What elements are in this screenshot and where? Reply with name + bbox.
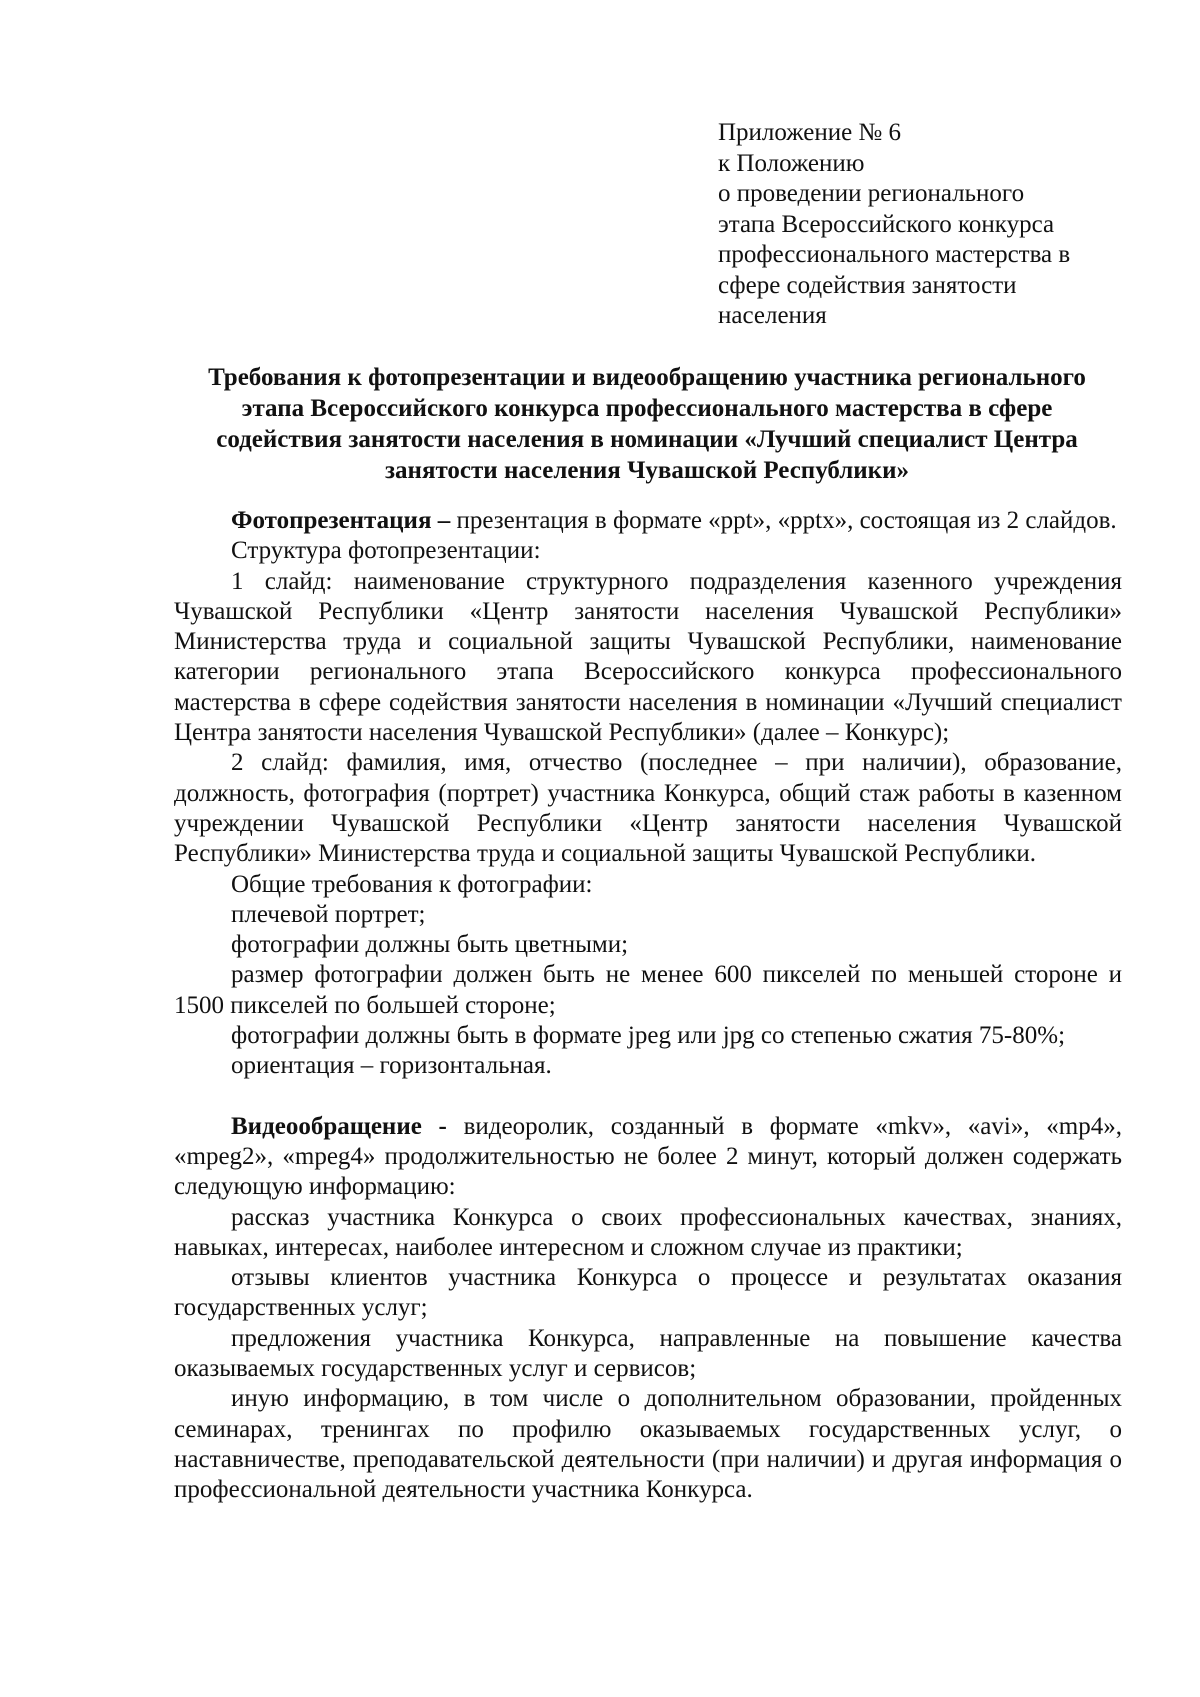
- video-item: предложения участника Конкурса, направленные на повышение качества оказываемых государственных услуг и сервисов;: [174, 1324, 1122, 1383]
- photo-requirement-item: фотографии должны быть цветными;: [231, 931, 629, 959]
- photo-requirement-item: ориентация – горизонтальная.: [231, 1052, 552, 1080]
- annex-line: о проведении регионального: [718, 180, 1025, 207]
- title-line: занятости населения Чувашской Республики»: [385, 457, 909, 484]
- annex-line: населения: [718, 302, 827, 329]
- photo-slide-1: 1 слайд: наименование структурного подразделения казенного учреждения Чувашской Республики «Центр занятости населения Чувашской Республики» Министерства труда и социальной защиты Чувашской Республики, наименование категории регионального этапа Всероссийского конкурса профессионального мастерства в сфере содействия занятости населения в номинации «Лучший специалист Центра занятости населения Чувашской Республики» (далее – Конкурс);: [174, 567, 1122, 747]
- photo-requirement-item: фотографии должны быть в формате jpeg или jpg со степенью сжатия 75-80%;: [231, 1022, 1066, 1050]
- annex-line: Приложение № 6: [718, 119, 902, 146]
- video-definition: видеоролик, созданный в формате «mkv», «avi», «mp4», «mpeg2», «mpeg4» продолжительностью не более 2 минут, который должен содержать следующую информацию:: [174, 1112, 1122, 1201]
- photo-definition-paragraph: [174, 506, 1122, 536]
- title-line: этапа Всероссийского конкурса профессионального мастерства в сфере: [241, 395, 1053, 422]
- annex-line: этапа Всероссийского конкурса: [718, 210, 1055, 238]
- photo-term: Фотопрезентация –: [231, 507, 451, 534]
- document-title: [172, 362, 1122, 486]
- video-definition-paragraph: [174, 1112, 1122, 1203]
- annex-line: профессионального мастерства в: [718, 241, 1071, 268]
- photo-requirements-heading: Общие требования к фотографии:: [231, 870, 593, 898]
- photo-requirement-item: плечевой портрет;: [231, 900, 426, 928]
- title-line: содействия занятости населения в номинации «Лучший специалист Центра: [216, 426, 1078, 453]
- annex-line: сфере содействия занятости: [718, 271, 1017, 299]
- photo-definition: презентация в формате «ppt», «pptx», состоящая из 2 слайдов.: [450, 507, 1117, 534]
- video-item: рассказ участника Конкурса о своих профессиональных качествах, знаниях, навыках, интересах, наиболее интересном и сложном случае из практики;: [174, 1203, 1122, 1261]
- photo-requirement-item: размер фотографии должен быть не менее 600 пикселей по меньшей стороне и 1500 пикселей по большей стороне;: [174, 961, 1122, 1019]
- annex-line: к Положению: [718, 149, 865, 177]
- document-body: [174, 506, 1122, 1506]
- video-item: отзывы клиентов участника Конкурса о процессе и результатах оказания государственных услуг;: [174, 1264, 1122, 1322]
- photo-slide-2: 2 слайд: фамилия, имя, отчество (последнее – при наличии), образование, должность, фотография (портрет) участника Конкурса, общий стаж работы в казенном учреждении Чувашской Республики «Центр занятости населения Чувашской Республики» Министерства труда и социальной защиты Чувашской Республики.: [174, 749, 1122, 868]
- title-line: Требования к фотопрезентации и видеообращению участника регионального: [208, 364, 1086, 391]
- annex-block: [718, 118, 1138, 332]
- video-term: Видеообращение -: [231, 1112, 447, 1140]
- video-item: иную информацию, в том числе о дополнительном образовании, пройденных семинарах, тренингах по профилю оказываемых государственных услуг, о наставничестве, преподавательской деятельности (при наличии) и другая информация о профессиональной деятельности участника Конкурса.: [174, 1385, 1122, 1504]
- photo-structure-heading: Структура фотопрезентации:: [231, 537, 541, 565]
